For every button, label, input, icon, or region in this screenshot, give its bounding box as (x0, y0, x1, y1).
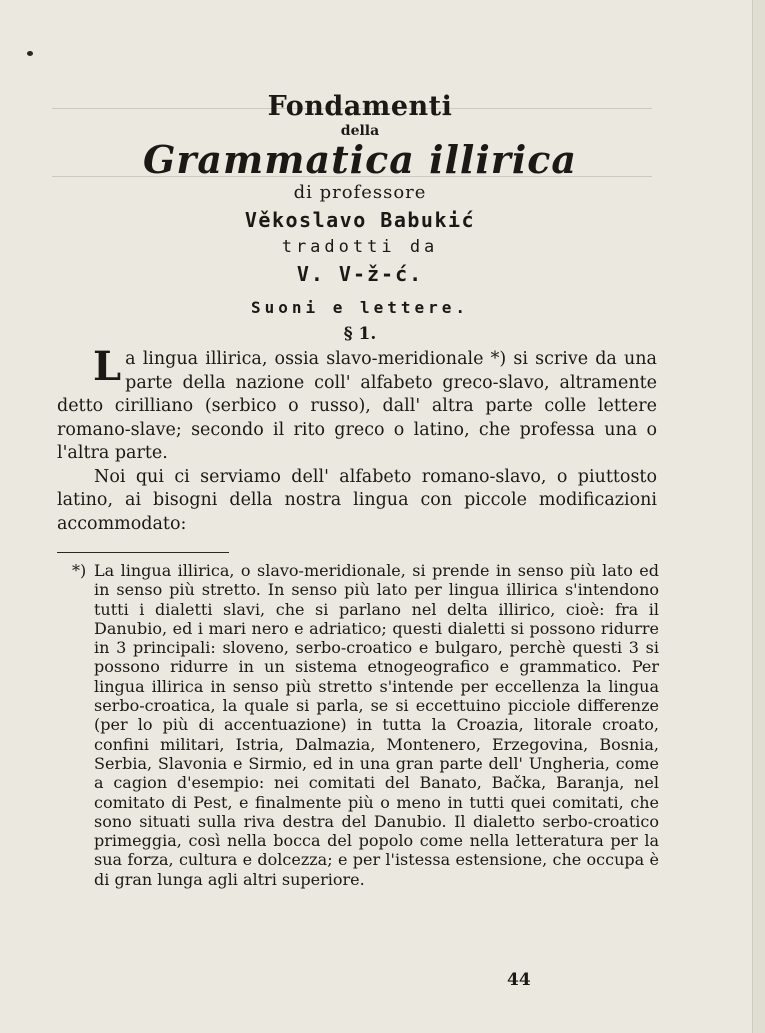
footnote (72, 561, 659, 889)
title-block (60, 92, 660, 346)
paragraph-1: a lingua illirica, ossia slavo-meridionale *) si scrive da una parte della nazione coll' alfabeto greco-slavo, altramente detto cirilliano (serbico o russo), dall' altra parte colle lettere romano-slave; secondo il rito greco o latino, che professa una o l'altra parte. (57, 349, 657, 463)
translated-by: tradotti da (281, 237, 439, 257)
footnote-text: La lingua illirica, o slavo-meridionale, si prende in senso più lato ed in senso più stretto. In senso più lato per lingua illirica s'intendono tutti i dialetti slavi, che si parlano nel delta illirico, cioè: fra il Danubio, ed i mari nero e adriatico; questi dialetti si possono ridurre in 3 principali: sloveno, serbo-croatico e bulgaro, perchè questi 3 si possono ridurre in un sistema etnogeografico e grammatico. Per lingua illirica in senso più stretto s'intende per eccellenza la lingua serbo-croatica, la quale si parla, se si eccettuino picciole differenze (per lo più di accentuazione) in tutta la Croazia, litorale croato, confini militari, Istria, Dalmazia, Montenero, Erzegovina, Bosnia, Serbia, Slavonia e Sirmio, ed in una gran parte dell' Ungheria, come a cagion d'esempio: nei comitati del Banato, Bačka, Baranja, nel comitato di Pest, e finalmente più o meno in tutti quei comitati, che sono situati sulla riva destra del Danubio. Il dialetto serbo-croatico primeggia, così nella bocca del popolo come nella letteratura per la sua forza, cultura e dolcezza; e per l'istessa estensione, che occupa è di gran lunga agli altri superiore. (94, 561, 659, 889)
footnote-separator (57, 552, 229, 553)
title-grammatica: Grammatica illirica (142, 137, 578, 182)
main-text (57, 343, 657, 536)
paragraph-2: Noi qui ci serviamo dell' alfabeto romano-slavo, o piuttosto latino, ai bisogni della nostra lingua con piccole modificazioni accommodato: (57, 466, 657, 534)
signature-mark: 44 (507, 970, 531, 990)
ink-speck (27, 51, 33, 56)
title-della: della (340, 123, 380, 139)
drop-cap: L (93, 343, 122, 390)
translator-initials: V. V-ž-ć. (296, 262, 424, 286)
author-name: Věkoslavo Babukić (244, 208, 476, 232)
title-di-professore: di professore (293, 182, 427, 203)
page-gutter (752, 0, 765, 1033)
footnote-marker: *) (72, 561, 87, 580)
section-heading: Suoni e lettere. (250, 298, 470, 317)
title-main: Fondamenti (267, 91, 453, 122)
paragraph-number: § 1. (343, 324, 377, 344)
